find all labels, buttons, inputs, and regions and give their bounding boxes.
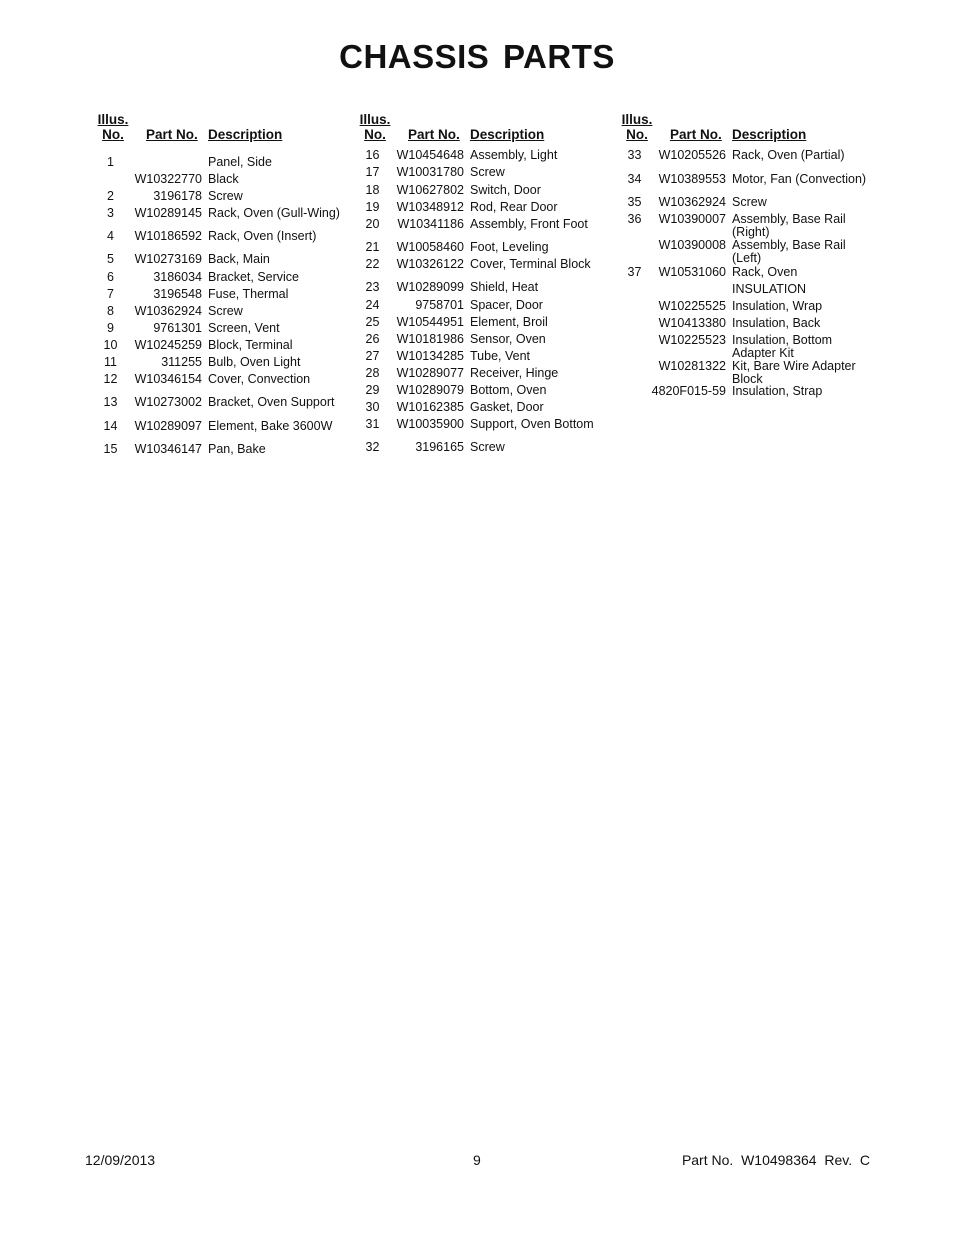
illus-number: 14 (103, 419, 118, 433)
illus-number: 29 (365, 383, 380, 397)
illus-number: 9 (107, 321, 114, 335)
part-description: Shield, Heat (470, 280, 539, 294)
part-number: W10341186 (397, 217, 464, 231)
part-number: W10289099 (396, 280, 464, 294)
part-number: W10346154 (134, 372, 202, 386)
illus-number: 2 (107, 189, 114, 203)
part-no-header: Part No. (146, 127, 198, 142)
part-number: 4820F015-59 (651, 384, 726, 398)
part-description: Rack, Oven (Gull-Wing) (208, 206, 340, 220)
part-description: Screw (470, 165, 505, 179)
illus-number: 21 (365, 240, 380, 254)
illus-number: 32 (365, 440, 380, 454)
illus-number: 24 (365, 298, 380, 312)
part-description: Assembly, Base Rail (Right) (732, 212, 846, 239)
part-description: Assembly, Light (470, 148, 558, 162)
illus-header-line2: No. (364, 127, 386, 142)
illus-number: 34 (627, 172, 642, 186)
illus-number: 28 (365, 366, 380, 380)
part-number: W10281322 (658, 359, 726, 373)
illus-number: 33 (627, 148, 642, 162)
illus-number: 25 (365, 315, 380, 329)
part-description: Cover, Terminal Block (470, 257, 591, 271)
illus-number: 11 (104, 355, 117, 369)
part-number: W10390008 (658, 238, 726, 252)
part-number: W10058460 (396, 240, 464, 254)
part-description: Spacer, Door (470, 298, 543, 312)
part-number: W10225525 (658, 299, 726, 313)
illus-number: 13 (103, 395, 118, 409)
part-number: W10544951 (396, 315, 464, 329)
part-number: W10362924 (134, 304, 202, 318)
part-description: Assembly, Front Foot (470, 217, 588, 231)
part-number: W10454648 (396, 148, 464, 162)
illus-number: 18 (365, 183, 380, 197)
illus-number: 37 (627, 265, 642, 279)
part-number: 9761301 (153, 321, 202, 335)
illus-number: 5 (107, 252, 114, 266)
part-description: Receiver, Hinge (470, 366, 559, 380)
part-description: Screw (208, 304, 243, 318)
illus-header-line1: Illus. (359, 112, 391, 127)
part-number: W10031780 (396, 165, 464, 179)
part-number: 3196548 (153, 287, 202, 301)
part-description: Foot, Leveling (470, 240, 549, 254)
illus-number: 8 (107, 304, 114, 318)
part-number: W10627802 (396, 183, 464, 197)
illus-number: 7 (107, 287, 114, 301)
illus-number: 6 (107, 270, 114, 284)
description-header: Description (208, 127, 283, 142)
part-description: Screw (208, 189, 243, 203)
part-description: Pan, Bake (208, 442, 266, 456)
part-description: Fuse, Thermal (208, 287, 289, 301)
part-description: Motor, Fan (Convection) (732, 172, 867, 186)
part-no-header: Part No. (408, 127, 460, 142)
part-description: Insulation, Wrap (732, 299, 823, 313)
part-number: 3196165 (415, 440, 464, 454)
part-description: Screw (732, 195, 767, 209)
part-number: W10389553 (658, 172, 726, 186)
illus-number: 15 (103, 442, 118, 456)
part-description: Sensor, Oven (470, 332, 546, 346)
part-description: Bulb, Oven Light (208, 355, 301, 369)
part-description: Element, Bake 3600W (208, 419, 333, 433)
illus-number: 17 (365, 165, 380, 179)
parts-column-1 (93, 112, 363, 472)
section-heading: INSULATION (732, 282, 807, 296)
part-number: W10181986 (396, 332, 464, 346)
part-description: Bracket, Service (208, 270, 300, 284)
illus-header-line2: No. (626, 127, 648, 142)
part-description: Screw (470, 440, 505, 454)
part-number: 311255 (161, 355, 202, 369)
part-number: W10186592 (134, 229, 202, 243)
part-description: Black (208, 172, 239, 186)
footer-date: 12/09/2013 (85, 1152, 156, 1168)
part-number: W10273169 (134, 252, 202, 266)
illus-number: 26 (365, 332, 380, 346)
part-description: Insulation, Bottom Adapter Kit (732, 333, 833, 360)
part-number: W10289145 (134, 206, 202, 220)
part-description: Screen, Vent (208, 321, 280, 335)
part-number: W10348912 (396, 200, 464, 214)
part-number: W10346147 (134, 442, 202, 456)
parts-column-3 (617, 112, 887, 472)
part-number: W10225523 (658, 333, 726, 347)
part-number: W10162385 (396, 400, 464, 414)
illus-number: 27 (365, 349, 380, 363)
part-description: Kit, Bare Wire Adapter Block (732, 359, 856, 386)
illus-number: 1 (107, 155, 114, 169)
part-description: Rack, Oven (732, 265, 798, 279)
footer-part-number: Part No. W10498364 Rev. C (681, 1152, 870, 1168)
description-header: Description (732, 127, 807, 142)
part-number: W10035900 (396, 417, 464, 431)
illus-number: 30 (365, 400, 380, 414)
illus-number: 3 (107, 206, 114, 220)
parts-column-2 (355, 112, 625, 472)
part-number: W10289077 (396, 366, 464, 380)
illus-number: 31 (365, 417, 380, 431)
part-description: Block, Terminal (208, 338, 293, 352)
part-no-header: Part No. (670, 127, 722, 142)
part-number: W10245259 (134, 338, 202, 352)
page-title: CHASSIS PARTS (339, 38, 615, 75)
part-description: Switch, Door (470, 183, 541, 197)
part-number: W10322770 (134, 172, 202, 186)
part-description: Bottom, Oven (470, 383, 547, 397)
part-number: 3196178 (153, 189, 202, 203)
illus-number: 4 (107, 229, 114, 243)
part-number: W10289079 (396, 383, 464, 397)
illus-number: 19 (365, 200, 380, 214)
part-description: Insulation, Back (732, 316, 821, 330)
part-description: Gasket, Door (470, 400, 544, 414)
part-description: Rack, Oven (Partial) (732, 148, 845, 162)
part-number: W10273002 (134, 395, 202, 409)
part-description: Tube, Vent (470, 349, 530, 363)
part-number: W10390007 (658, 212, 726, 226)
illus-header-line1: Illus. (621, 112, 653, 127)
part-number: W10205526 (658, 148, 726, 162)
part-number: W10413380 (658, 316, 726, 330)
footer-page-number: 9 (473, 1152, 481, 1168)
part-number: W10362924 (658, 195, 726, 209)
part-description: Rack, Oven (Insert) (208, 229, 317, 243)
illus-number: 22 (365, 257, 380, 271)
part-description: Cover, Convection (208, 372, 311, 386)
part-number: W10531060 (658, 265, 726, 279)
part-description: Assembly, Base Rail (Left) (732, 238, 846, 265)
part-number: W10134285 (396, 349, 464, 363)
part-number: W10289097 (134, 419, 202, 433)
illus-number: 23 (365, 280, 380, 294)
part-description: Insulation, Strap (732, 384, 823, 398)
part-description: Panel, Side (208, 155, 272, 169)
description-header: Description (470, 127, 545, 142)
part-description: Support, Oven Bottom (470, 417, 594, 431)
illus-number: 20 (365, 217, 380, 231)
illus-number: 36 (627, 212, 642, 226)
part-number: W10326122 (396, 257, 464, 271)
illus-number: 35 (627, 195, 642, 209)
part-description: Back, Main (208, 252, 270, 266)
illus-number: 16 (365, 148, 380, 162)
illus-number: 10 (103, 338, 118, 352)
part-description: Rod, Rear Door (470, 200, 558, 214)
part-number: 3186034 (153, 270, 202, 284)
illus-header-line1: Illus. (97, 112, 129, 127)
illus-number: 12 (103, 372, 118, 386)
illus-header-line2: No. (102, 127, 124, 142)
part-number: 9758701 (415, 298, 464, 312)
part-description: Bracket, Oven Support (208, 395, 335, 409)
part-description: Element, Broil (470, 315, 548, 329)
